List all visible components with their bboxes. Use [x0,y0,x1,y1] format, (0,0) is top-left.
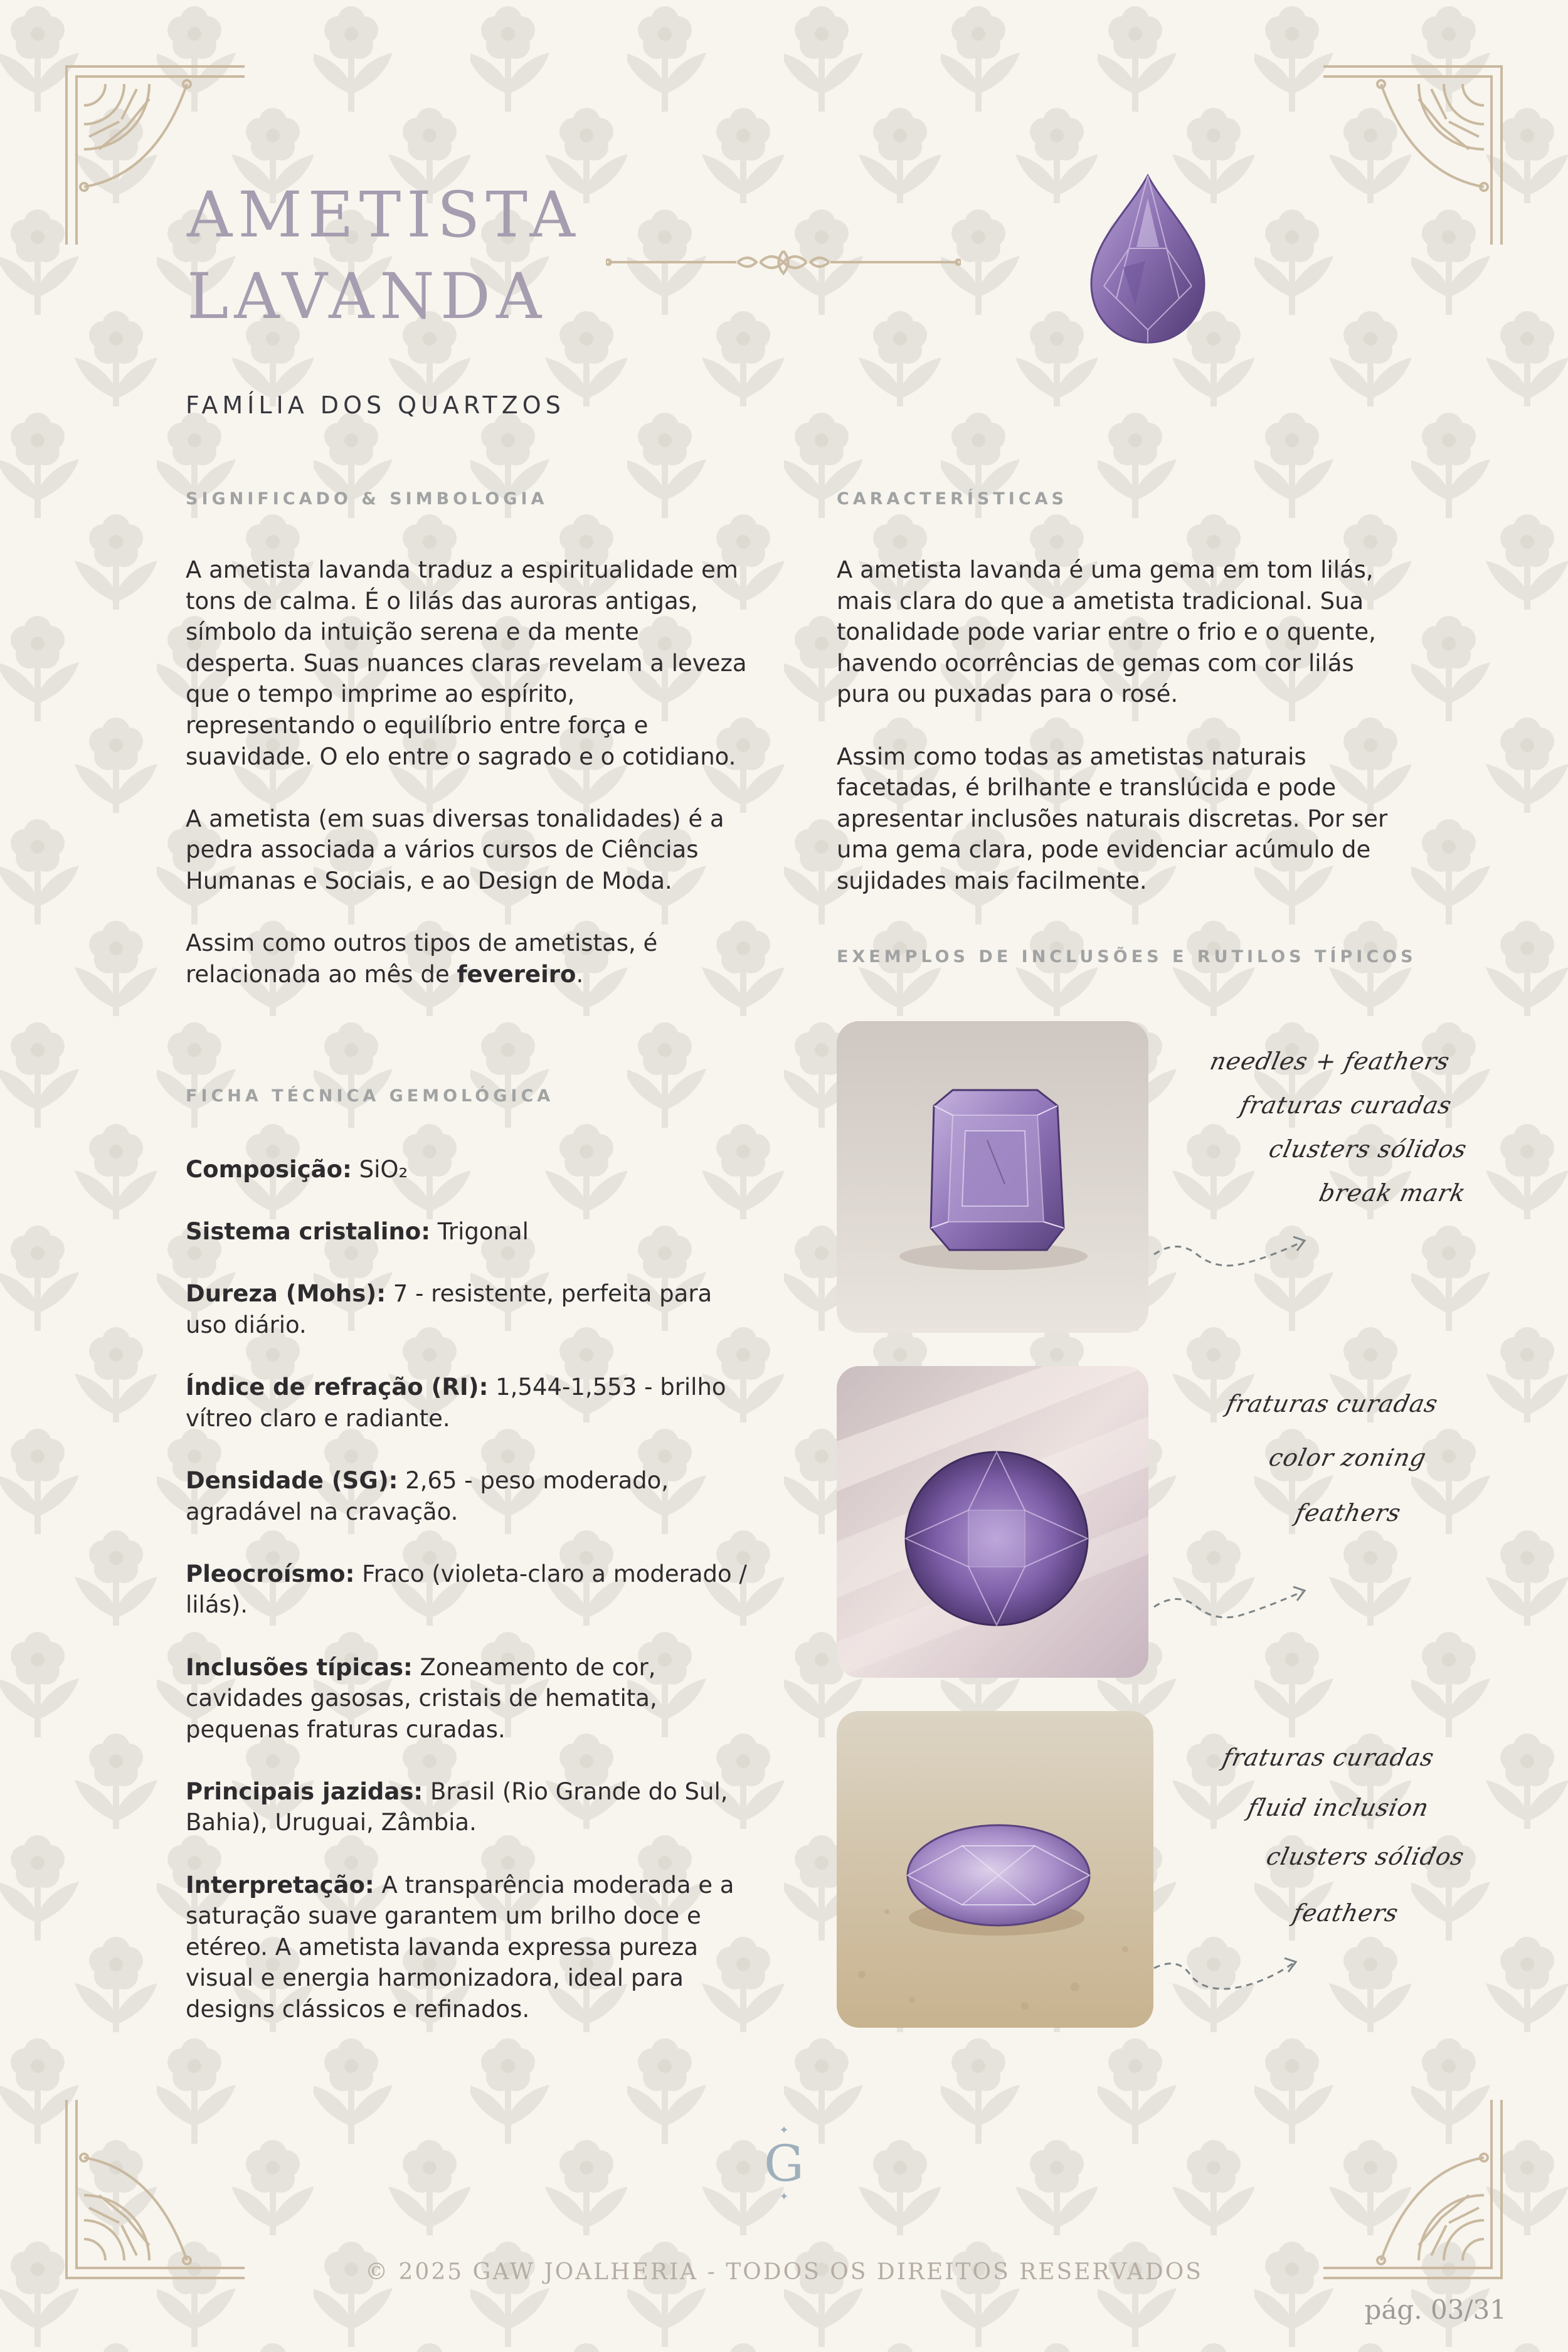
ficha-item-inclusoes [186,1652,750,1745]
monogram-star-bottom-icon: ✦ [779,2190,789,2203]
ficha-value: SiO₂ [351,1156,408,1183]
ficha-value: 2,65 - peso moderado, agradável na cravação. [186,1466,669,1525]
ficha-value: Fraco (violeta-claro a moderado / lilás). [186,1560,747,1619]
photo3-note-2: fluid inclusion [1245,1794,1432,1821]
ficha-value: 1,544-1,553 - brilho vítreo claro e radiante. [186,1374,726,1432]
ficha-item-pleocroismo [186,1559,750,1621]
caracteristicas-text [837,554,1389,897]
section-heading-caracteristicas: CARACTERÍSTICAS [837,489,1067,509]
significado-paragraph-3-prefix: Assim como outros tipos de ametistas, é relacionada ao mês de [186,930,658,988]
ficha-value: Trigonal [430,1218,529,1246]
oval-cut-amethyst-photo [837,1711,1153,2028]
photo2-pointer-arrow [1152,1583,1308,1633]
monogram-logo [759,2124,809,2204]
significado-paragraph-1: A ametista lavanda traduz a espiritualidade em tons de calma. É o lilás das auroras antigas, símbolo da intuição serena e da mente desperta. Suas nuances claras revelam a leveza que o tempo imprime ao espírito, representando o equilíbrio entre força e suavidade. O elo entre o sagrado e o cotidiano. [186,556,747,770]
monogram-star-top-icon: ✦ [779,2124,789,2137]
ficha-label: Interpretação: [186,1871,374,1899]
significado-paragraph-3 [186,928,750,990]
ficha-item-interpretacao [186,1870,750,2025]
photo3-pointer-arrow [1152,1954,1302,2005]
ficha-label: Dureza (Mohs): [186,1280,386,1308]
footer-copyright: © 2025 GAW JOALHERIA - TODOS OS DIREITOS RESERVADOS [365,2259,1203,2285]
caracteristicas-paragraph-1: A ametista lavanda é uma gema em tom lilás, mais clara do que a ametista tradicional. Sua tonalidade pode variar entre o frio e o quente, havendo ocorrências de gemas com cor lilás pura ou puxadas para o rosé. [837,556,1376,708]
ficha-label: Principais jazidas: [186,1777,423,1805]
ficha-label: Pleocroísmo: [186,1560,355,1587]
ficha-item-densidade [186,1465,750,1527]
photo1-note-1: needles + feathers [1207,1047,1453,1075]
ficha-label: Índice de refração (RI): [186,1374,489,1401]
section-heading-exemplos: EXEMPLOS DE INCLUSÕES E RUTILOS TÍPICOS [837,947,1417,967]
photo3-note-4: feathers [1290,1899,1401,1927]
ficha-item-refracao [186,1372,750,1434]
ficha-value: 7 - resistente, perfeita para uso diário. [186,1280,712,1338]
photo2-note-3: feathers [1293,1499,1404,1527]
photo1-note-3: clusters sólidos [1266,1135,1470,1163]
ficha-value: Zoneamento de cor, cavidades gasosas, cristais de hematita, pequenas fraturas curadas. [186,1653,657,1743]
photo1-note-2: fraturas curadas [1237,1091,1454,1119]
section-heading-significado: SIGNIFICADO & SIMBOLOGIA [186,489,548,509]
ficha-label: Inclusões típicas: [186,1653,413,1681]
month-highlight: fevereiro [457,960,576,988]
ficha-item-dureza [186,1278,750,1340]
page-number: pág. 03/31 [1364,2294,1507,2325]
ficha-item-sistema [186,1216,750,1248]
round-cut-amethyst-photo [837,1366,1148,1678]
photo1-note-4: break mark [1316,1179,1469,1207]
ficha-label: Composição: [186,1156,352,1183]
significado-paragraph-2: A ametista (em suas diversas tonalidades) é a pedra associada a vários cursos de Ciências Humanas e Sociais, e ao Design de Moda. [186,805,724,894]
ficha-value: A transparência moderada e a saturação suave garantem um brilho doce e etéreo. A ametista lavanda expressa pureza visual e energia harmonizadora, ideal para designs clássicos e refinados. [186,1871,734,2023]
ficha-item-composicao [186,1154,750,1185]
page-title [187,174,581,337]
title-line-2: LAVANDA [187,260,548,333]
pear-amethyst-gem-image [1085,173,1210,346]
significado-paragraph-3-suffix: . [576,960,584,988]
title-line-1: AMETISTA [187,178,581,252]
page-subtitle: FAMÍLIA DOS QUARTZOS [186,391,565,419]
ficha-label: Sistema cristalino: [186,1218,430,1246]
significado-text [186,554,750,990]
photo3-note-3: clusters sólidos [1264,1843,1467,1870]
photo3-note-1: fraturas curadas [1220,1744,1437,1771]
ficha-label: Densidade (SG): [186,1466,398,1494]
photo1-pointer-arrow [1152,1234,1308,1285]
caracteristicas-paragraph-2: Assim como todas as ametistas naturais facetadas, é brilhante e translúcida e pode apresentar inclusões naturais discretas. Por ser uma gema clara, pode evidenciar acúmulo de sujidades mais facilmente. [837,743,1388,894]
monogram-letter: G [764,2134,804,2193]
ficha-value: Brasil (Rio Grande do Sul, Bahia), Uruguai, Zâmbia. [186,1777,728,1836]
section-heading-ficha-tecnica: FICHA TÉCNICA GEMOLÓGICA [186,1086,554,1106]
photo2-note-2: color zoning [1266,1444,1429,1471]
ficha-tecnica-list [186,1154,750,2025]
divider-ornament [606,248,961,276]
corner-ornament-bottom-right [1318,2095,1507,2283]
corner-ornament-bottom-left [61,2095,250,2283]
ficha-item-jazidas [186,1776,750,1838]
photo2-note-1: fraturas curadas [1224,1390,1441,1417]
corner-ornament-top-right [1318,61,1507,250]
emerald-cut-amethyst-photo [837,1021,1148,1333]
